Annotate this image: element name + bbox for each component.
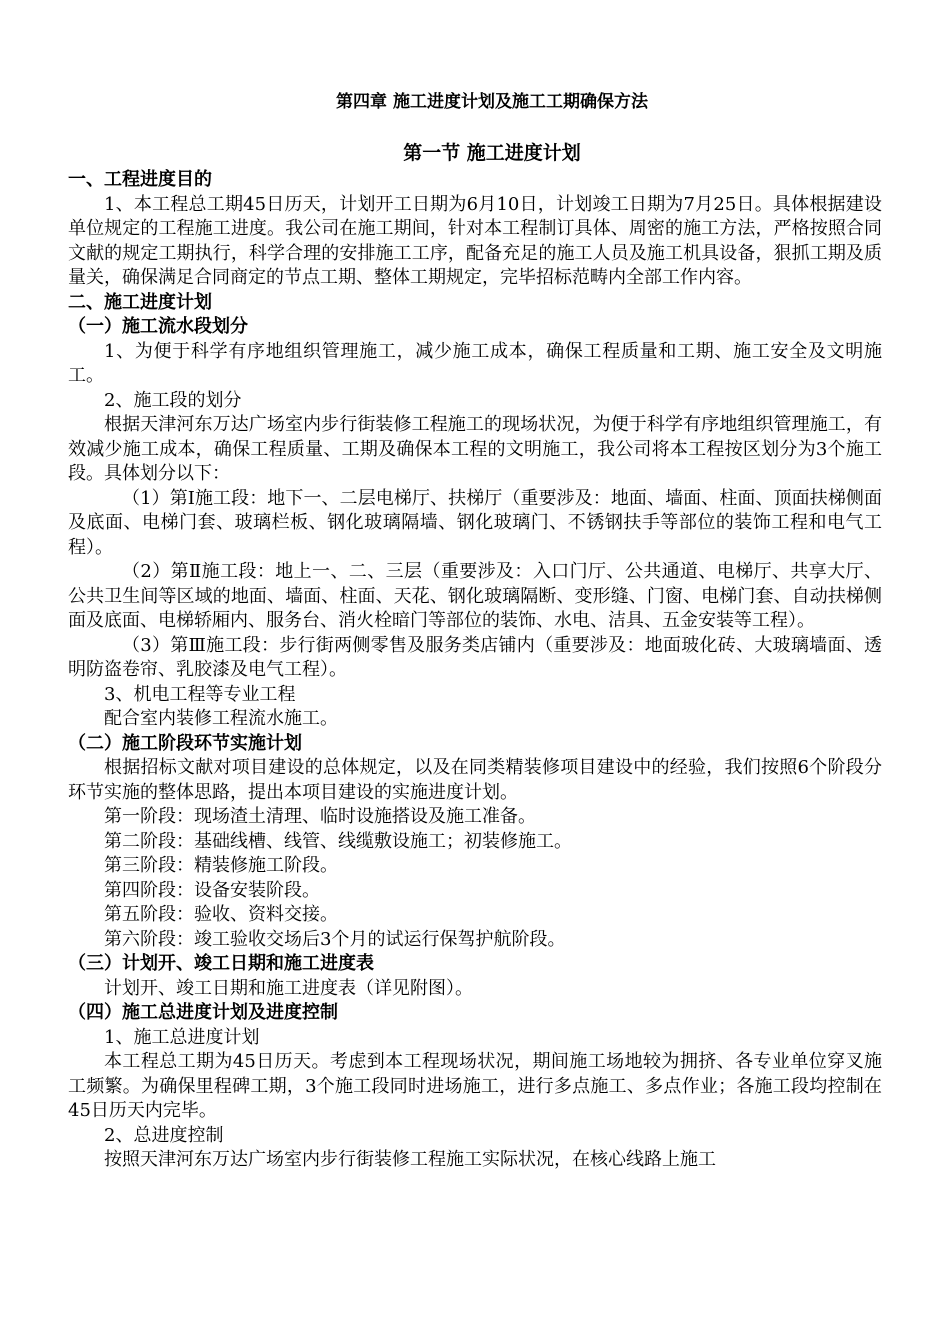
paragraph: 根据招标文献对项目建设的总体规定，以及在同类精装修项目建设中的经验，我们按照6个阶段分环节实施的整体思路，提出本项目建设的实施进度计划。: [68, 757, 882, 803]
heading-progress-plan: 二、施工进度计划: [68, 291, 212, 313]
paragraph-stage-5: 第五阶段：验收、资料交接。: [104, 904, 338, 925]
document-page: [68, 88, 882, 1173]
paragraph: 1、为便于科学有序地组织管理施工，减少施工成本，确保工程质量和工期、施工安全及文明施工。: [68, 340, 882, 386]
chapter-title: 第四章 施工进度计划及施工工期确保方法: [336, 92, 648, 112]
paragraph: 本工程总工期为45日历天。考虑到本工程现场状况，期间施工场地较为拥挤、各专业单位穿叉施工频繁。为确保里程碑工期，3个施工段同时进场施工，进行多点施工、多点作业；各施工段均控制在45日历天内完毕。: [68, 1051, 882, 1121]
paragraph: 2、施工段的划分: [104, 389, 242, 411]
paragraph: 2、总进度控制: [104, 1124, 224, 1146]
paragraph: 计划开、竣工日期和施工进度表（详见附图）。: [104, 977, 473, 999]
heading-progress-goal: 一、工程进度目的: [68, 169, 212, 190]
subheading-flow-sections: （一）施工流水段划分: [68, 316, 248, 337]
paragraph-stage-6: 第六阶段：竣工验收交场后3个月的试运行保驾护航阶段。: [104, 928, 566, 950]
paragraph-section-2: （2）第Ⅱ施工段：地上一、二、三层（重要涉及：入口门厅、公共通道、电梯厅、共享大厅、公共卫生间等区域的地面、墙面、柱面、天花、钢化玻璃隔断、变形缝、门窗、电梯门套、自动扶梯侧面及底面、电梯轿厢内、服务台、消火栓暗门等部位的装饰、水电、洁具、五金安装等工程）。: [68, 561, 882, 631]
paragraph: 1、本工程总工期45日历天，计划开工日期为6月10日，计划竣工日期为7月25日。具体根据建设单位规定的工程施工进度。我公司在施工期间，针对本工程制订具体、周密的施工方法，严格按照合同文献的规定工期执行，科学合理的安排施工工序，配备充足的施工人员及施工机具设备，狠抓工期及质量关，确保满足合同商定的节点工期、整体工期规定，完毕招标范畴内全部工作内容。: [68, 193, 882, 288]
paragraph: 根据天津河东万达广场室内步行街装修工程施工的现场状况，为便于科学有序地组织管理施工，有效减少施工成本，确保工程质量、工期及确保本工程的文明施工，我公司将本工程按区划分为3个施工段。具体划分以下：: [68, 414, 882, 484]
paragraph-last: 按照天津河东万达广场室内步行街装修工程施工实际状况，在核心线路上施工: [104, 1149, 716, 1170]
paragraph-section-1: （1）第Ⅰ施工段：地下一、二层电梯厅、扶梯厅（重要涉及：地面、墙面、柱面、顶面扶梯侧面及底面、电梯门套、玻璃栏板、钢化玻璃隔墙、钢化玻璃门、不锈钢扶手等部位的装饰工程和电气工程）。: [68, 487, 882, 558]
paragraph-stage-4: 第四阶段：设备安装阶段。: [104, 879, 320, 901]
subheading-stage-plan: （二）施工阶段环节实施计划: [68, 732, 302, 754]
paragraph: 配合室内装修工程流水施工。: [104, 708, 338, 729]
paragraph-stage-1: 第一阶段：现场渣土清理、临时设施搭设及施工准备。: [104, 806, 536, 827]
paragraph-stage-2: 第二阶段：基础线槽、线管、线缆敷设施工；初装修施工。: [104, 830, 572, 852]
paragraph-stage-3: 第三阶段：精装修施工阶段。: [104, 855, 338, 876]
subheading-master-schedule: （四）施工总进度计划及进度控制: [68, 1002, 338, 1023]
paragraph: 1、施工总进度计划: [104, 1026, 260, 1048]
paragraph: 3、机电工程等专业工程: [104, 683, 296, 705]
subheading-dates-schedule: （三）计划开、竣工日期和施工进度表: [68, 953, 374, 974]
paragraph-section-3: （3）第Ⅲ施工段：步行街两侧零售及服务类店铺内（重要涉及：地面玻化砖、大玻璃墙面、透明防盗卷帘、乳胶漆及电气工程）。: [68, 634, 882, 680]
body-text: [68, 168, 882, 1173]
section-title: 第一节 施工进度计划: [403, 142, 581, 164]
